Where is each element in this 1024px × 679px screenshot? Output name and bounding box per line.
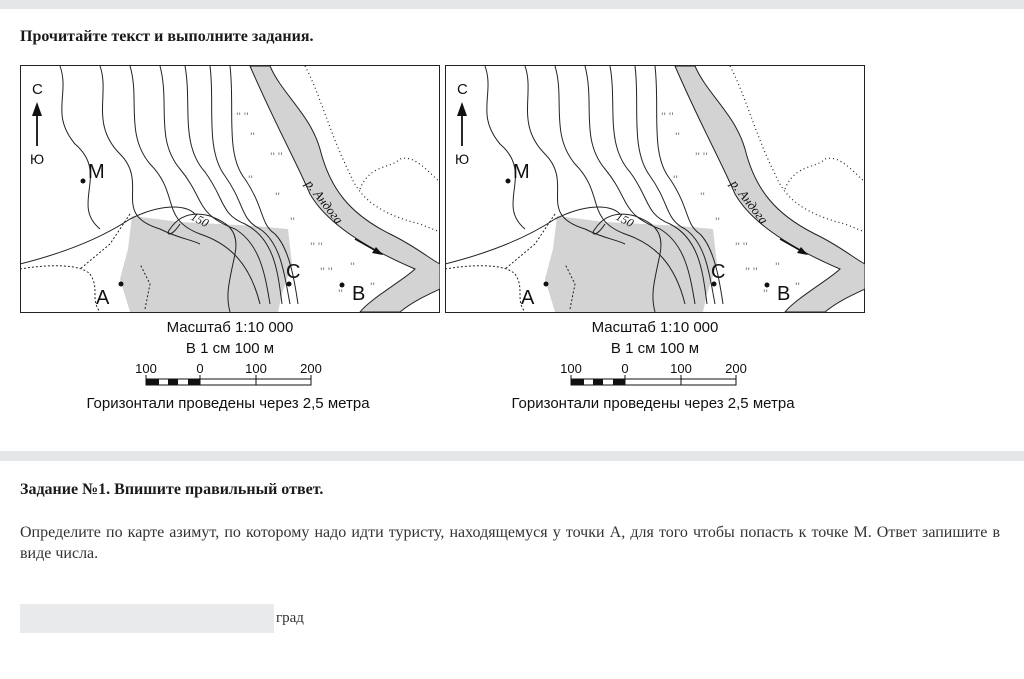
scale-subtitle: В 1 см 100 м bbox=[185, 340, 275, 357]
svg-text:'' '': '' '' bbox=[745, 267, 758, 277]
point-b: В bbox=[352, 283, 366, 305]
svg-text:'': '' bbox=[763, 289, 768, 299]
south-label: Ю bbox=[455, 151, 470, 167]
svg-text:'': '' bbox=[338, 289, 343, 299]
svg-text:'' '': '' '' bbox=[310, 242, 323, 252]
scale-title: Масштаб 1:10 000 bbox=[166, 319, 294, 336]
svg-text:'': '' bbox=[795, 282, 800, 292]
point-a: А bbox=[96, 287, 110, 309]
topographic-map-1 bbox=[20, 64, 440, 416]
point-c: С bbox=[286, 261, 301, 283]
river-label: р. Андога bbox=[302, 176, 347, 227]
svg-text:'' '': '' '' bbox=[236, 112, 249, 122]
north-label: С bbox=[457, 81, 468, 98]
point-m: М bbox=[88, 161, 105, 183]
top-bar bbox=[0, 0, 1024, 9]
svg-text:'' '': '' '' bbox=[320, 267, 333, 277]
scale-tick-mid: 100 bbox=[245, 361, 267, 376]
scale-tick-right: 200 bbox=[300, 361, 322, 376]
point-m: М bbox=[513, 161, 530, 183]
svg-text:'': '' bbox=[290, 217, 295, 227]
svg-text:'': '' bbox=[775, 262, 780, 272]
svg-text:'': '' bbox=[673, 175, 678, 185]
scale-tick-right: 200 bbox=[725, 361, 747, 376]
point-a: А bbox=[521, 287, 535, 309]
south-label: Ю bbox=[30, 151, 45, 167]
scale-subtitle: В 1 см 100 м bbox=[610, 340, 700, 357]
svg-text:'': '' bbox=[275, 192, 280, 202]
north-label: С bbox=[32, 81, 43, 98]
topographic-map-2 bbox=[445, 64, 865, 416]
svg-text:'': '' bbox=[700, 192, 705, 202]
scale-tick-zero: 0 bbox=[196, 361, 204, 376]
intro-text: Прочитайте текст и выполните задания. bbox=[20, 28, 314, 45]
svg-text:'': '' bbox=[250, 132, 255, 142]
contour-label: 150 bbox=[188, 209, 212, 231]
svg-text:'' '': '' '' bbox=[735, 242, 748, 252]
svg-text:'' '': '' '' bbox=[270, 152, 283, 162]
svg-text:'': '' bbox=[715, 217, 720, 227]
svg-text:'': '' bbox=[370, 282, 375, 292]
section-divider bbox=[0, 451, 1024, 461]
task-question: Определите по карте азимут, по которому надо идти туристу, находящемуся у точки А, для того чтобы попасть к точке М. Ответ запишите в виде числа. bbox=[20, 524, 1000, 562]
scale-tick-left: 100 bbox=[560, 361, 582, 376]
svg-text:'': '' bbox=[350, 262, 355, 272]
contour-note: Горизонтали проведены через 2,5 метра bbox=[86, 395, 370, 412]
scale-tick-zero: 0 bbox=[621, 361, 629, 376]
river-label: р. Андога bbox=[727, 176, 772, 227]
task-title: Задание №1. Впишите правильный ответ. bbox=[20, 481, 324, 498]
answer-unit: град bbox=[276, 610, 304, 626]
contour-label: 150 bbox=[613, 209, 637, 231]
contour-note: Горизонтали проведены через 2,5 метра bbox=[511, 395, 795, 412]
svg-text:'' '': '' '' bbox=[661, 112, 674, 122]
maps-container bbox=[20, 64, 870, 416]
scale-tick-mid: 100 bbox=[670, 361, 692, 376]
point-c: С bbox=[711, 261, 726, 283]
svg-text:'': '' bbox=[248, 175, 253, 185]
svg-text:'': '' bbox=[675, 132, 680, 142]
scale-tick-left: 100 bbox=[135, 361, 157, 376]
point-b: В bbox=[777, 283, 791, 305]
answer-input[interactable] bbox=[20, 604, 274, 633]
svg-text:'' '': '' '' bbox=[695, 152, 708, 162]
scale-title: Масштаб 1:10 000 bbox=[591, 319, 719, 336]
